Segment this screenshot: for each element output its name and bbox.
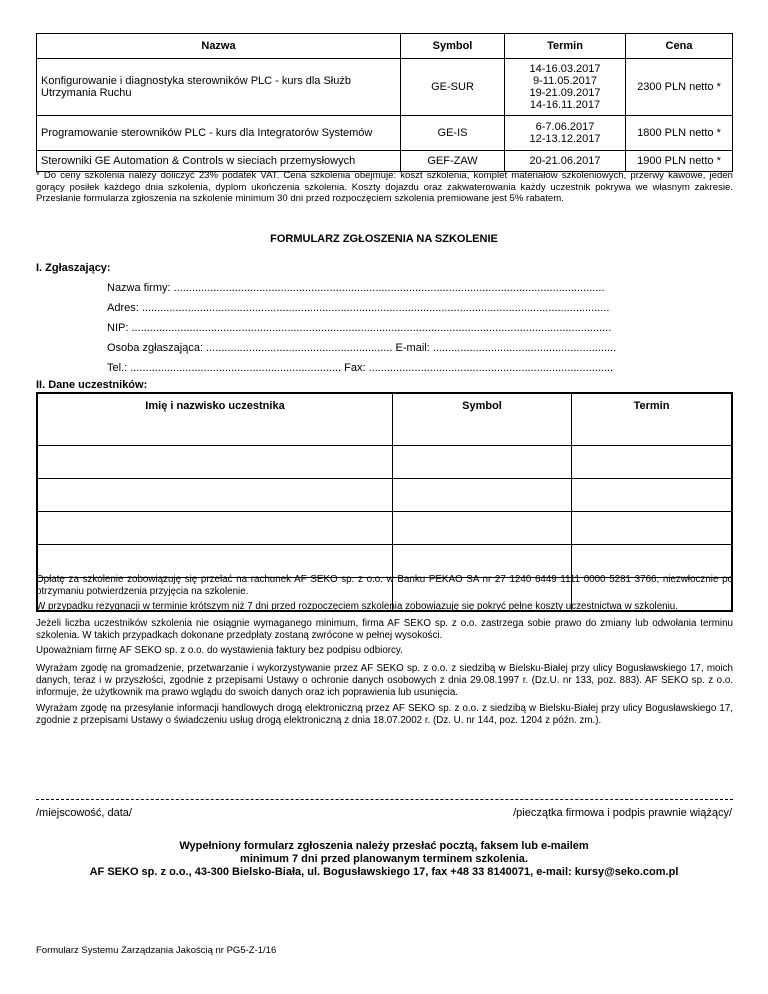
courses-table [36,33,733,172]
vat-note: * Do ceny szkolenia należy doliczyć 23% podatek VAT. Cena szkolenia obejmuje: koszt szkolenia, komplet materiałów szkoleniowych, przerwy kawowe, jeden gorący posiłek każdego dnia szkolenia, dyplom ukończenia szkolenia. Koszty dojazdu oraz zakwaterowania każdy uczestnik pokrywa we własnym zakresie. Przesłanie formularza zgłoszenia na szkolenie minimum 30 dni przed rozpoczęciem szkolenia premiowane jest 5% rabatem. [36,170,733,204]
col-price-header: Cena [626,34,733,59]
course-symbol: GE-IS [401,116,505,151]
participant-term-cell[interactable] [572,446,733,479]
address-field[interactable]: Adres: ......................................................................................................................................................... [107,302,610,314]
course-symbol: GE-SUR [401,59,505,116]
course-terms [505,116,626,151]
place-date-label: /miejscowość, data/ [36,807,132,819]
company-name-field[interactable]: Nazwa firmy: ............................................................................................................................................. [107,282,605,294]
col-term-header: Termin [505,34,626,59]
course-symbol: GEF-ZAW [401,151,505,172]
company-contact: AF SEKO sp. z o.o., 43-300 Bielsko-Biała, ul. Bogusławskiego 17, fax +48 33 8140071, e-mail: kursy@seko.com.pl [89,866,679,878]
course-terms [505,59,626,116]
participant-name-cell[interactable] [37,545,393,578]
stamp-signature-label: /pieczątka firmowa i podpis prawnie wiążący/ [513,807,732,819]
participant-term-cell[interactable] [572,545,733,578]
table-row[interactable] [37,446,732,479]
payment-paragraph: Opłatę za szkolenie zobowiązuję się przelać na rachunek AF SEKO sp. z o.o. w Banku PEKAO SA nr 27 1240 6449 1111 0000 5281 3766, niezwłocznie po otrzymaniu potwierdzenia przyjęcia na szkolenie. [36,574,733,597]
nip-field[interactable]: NIP: ............................................................................................................................................................. [107,322,612,334]
course-name: Programowanie sterowników PLC - kurs dla Integratorów Systemów [37,116,401,151]
course-price: 1900 PLN netto * [626,151,733,172]
cancellation-paragraph: W przypadku rezygnacji w terminie krótszym niż 7 dni przed rozpoczęciem szkolenia zobowiązuję się pokryć pełne koszty uczestnictwa w szkoleniu. [36,601,678,612]
submission-deadline: minimum 7 dni przed planowanym terminem szkolenia. [240,853,528,865]
participant-name-header: Imię i nazwisko uczestnika [37,393,393,446]
course-term: 19-21.09.2017 [529,87,601,99]
table-row [37,59,733,116]
courses-header-row [37,34,733,59]
col-name-header: Nazwa [37,34,401,59]
participants-header-row [37,393,732,446]
participant-name-cell[interactable] [37,512,393,545]
section-applicant-title: I. Zgłaszający: [36,262,111,274]
participant-symbol-cell[interactable] [393,446,572,479]
course-price: 1800 PLN netto * [626,116,733,151]
participant-name-cell[interactable] [37,446,393,479]
col-symbol-header: Symbol [401,34,505,59]
signature-line [36,799,733,800]
course-term: 14-16.03.2017 [529,63,601,75]
course-price: 2300 PLN netto * [626,59,733,116]
invoice-paragraph: Upoważniam firmę AF SEKO sp. z o.o. do wystawienia faktury bez podpisu odbiorcy. [36,645,403,656]
course-term: 14-16.11.2017 [529,99,601,111]
participant-symbol-header: Symbol [393,393,572,446]
course-term: 12-13.12.2017 [529,133,601,145]
form-title: FORMULARZ ZGŁOSZENIA NA SZKOLENIE [270,233,498,245]
participant-symbol-cell[interactable] [393,545,572,578]
course-term: 6-7.06.2017 [535,121,595,133]
table-row[interactable] [37,512,732,545]
table-row[interactable] [37,545,732,578]
course-name: Sterowniki GE Automation & Controls w sieciach przemysłowych [37,151,401,172]
marketing-consent-paragraph: Wyrażam zgodę na przesyłanie informacji handlowych drogą elektroniczną przez AF SEKO sp. z o.o. z siedzibą w Bielsku-Białej przy ulicy Bogusławskiego 17, zgodnie z przepisami Ustawy o świadczeniu usług drogą elektroniczną z dnia 18.07.2002 r. (Dz. U. nr 144, poz. 1204 z późn. zm.). [36,703,733,726]
table-row [37,151,733,172]
document-footer: Formularz Systemu Zarządzania Jakością nr PG5-Z-1/16 [36,945,277,956]
contact-email-field[interactable]: Osoba zgłaszająca: ............................................................. E-mail: ............................................................ [107,342,617,354]
section-participants-title: II. Dane uczestników: [36,379,148,391]
phone-fax-field[interactable]: Tel.: ..................................................................... Fax: ................................................................................ [107,362,614,374]
participant-term-cell[interactable] [572,512,733,545]
participant-term-cell[interactable] [572,479,733,512]
course-name: Konfigurowanie i diagnostyka sterowników PLC - kurs dla Służb Utrzymania Ruchu [37,59,401,116]
table-row[interactable] [37,479,732,512]
course-term: 9-11.05.2017 [532,75,598,87]
table-row [37,116,733,151]
data-consent-paragraph: Wyrażam zgodę na gromadzenie, przetwarzanie i wykorzystywanie przez AF SEKO sp. z o.o. z siedzibą w Bielsku-Białej przy ulicy Bogusławskiego 17, moich danych, teraz i w przyszłości, zgodnie z przepisami Ustawy o ochronie danych osobowych z dnia 29.08.1997 r. (Dz.U. nr 133, poz. 883). AF SEKO sp. z o.o. informuje, że użytkownik ma prawo wglądu do swoich danych oraz ich poprawienia lub usunięcia. [36,663,733,698]
submission-instruction: Wypełniony formularz zgłoszenia należy przesłać pocztą, faksem lub e-mailem [179,840,589,852]
participant-symbol-cell[interactable] [393,479,572,512]
participant-term-header: Termin [572,393,733,446]
minimum-participants-paragraph: Jeżeli liczba uczestników szkolenia nie osiągnie wymaganego minimum, firma AF SEKO sp. z o.o. zastrzega sobie prawo do zmiany lub odwołania terminu szkolenia. W takich przypadkach dokonane przedpłaty zostaną zwrócone w pełnej wysokości. [36,618,733,641]
course-term: 20-21.06.2017 [505,151,626,172]
participant-symbol-cell[interactable] [393,512,572,545]
participant-name-cell[interactable] [37,479,393,512]
